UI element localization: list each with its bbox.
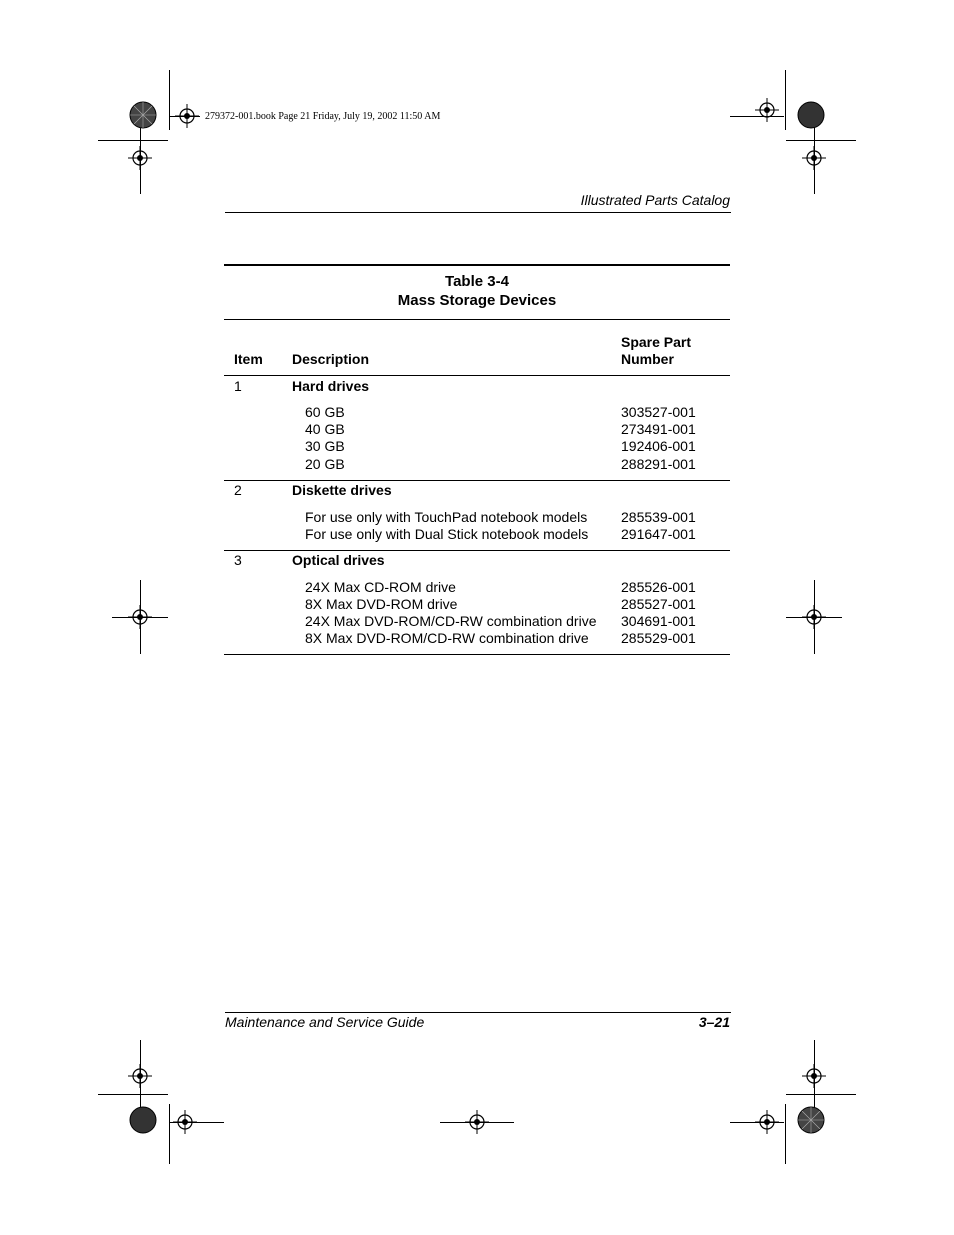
footer-guide-title: Maintenance and Service Guide [225,1014,425,1030]
column-header-description: Description [292,351,370,367]
header-rule [225,212,731,213]
group-heading: Optical drives [292,552,385,568]
column-header-item: Item [234,351,263,367]
row-part-number: 285539-001 [621,509,696,525]
row-part-number: 273491-001 [621,421,696,437]
group-item-number: 1 [234,378,242,394]
group-divider [224,550,730,551]
header-bottom-rule [224,375,730,376]
footer-rule [225,1012,731,1013]
registration-target-icon [465,1110,489,1134]
group-item-number: 2 [234,482,242,498]
registration-target-icon [128,146,152,170]
registration-target-icon [755,98,779,122]
group-item-number: 3 [234,552,242,568]
registration-target-icon [755,1110,779,1134]
registration-target-icon [128,1064,152,1088]
table-title: Mass Storage Devices [397,292,557,309]
row-description: 60 GB [305,404,345,420]
page-number: 3–21 [698,1014,730,1030]
table-bottom-rule [224,654,730,655]
starburst-wheel-icon [797,1106,825,1134]
print-slug: 279372-001.book Page 21 Friday, July 19, 2002 11:50 AM [205,111,441,122]
row-part-number: 288291-001 [621,456,696,472]
table-number: Table 3-4 [445,273,509,290]
registration-target-icon [128,605,152,629]
row-description: 40 GB [305,421,345,437]
row-part-number: 291647-001 [621,526,696,542]
column-header-spare-part: Spare Part [621,334,692,350]
row-part-number: 304691-001 [621,613,696,629]
row-description: 8X Max DVD-ROM/CD-RW combination drive [305,630,589,646]
row-part-number: 285529-001 [621,630,696,646]
title-rule [224,319,730,320]
row-description: 8X Max DVD-ROM drive [305,596,458,612]
row-description: For use only with Dual Stick notebook models [305,526,589,542]
registration-target-icon [173,1110,197,1134]
row-description: 30 GB [305,438,345,454]
running-header: Illustrated Parts Catalog [580,192,730,208]
row-description: 24X Max CD-ROM drive [305,579,456,595]
starburst-wheel-icon [129,1106,157,1134]
starburst-wheel-icon [797,101,825,129]
row-description: For use only with TouchPad notebook models [305,509,588,525]
registration-target-icon [802,605,826,629]
row-part-number: 192406-001 [621,438,696,454]
row-description: 24X Max DVD-ROM/CD-RW combination drive [305,613,597,629]
row-part-number: 285527-001 [621,596,696,612]
group-heading: Hard drives [292,378,370,394]
starburst-wheel-icon [129,101,157,129]
row-part-number: 303527-001 [621,404,696,420]
registration-target-icon [175,104,199,128]
group-heading: Diskette drives [292,482,392,498]
registration-target-icon [802,1064,826,1088]
group-divider [224,480,730,481]
registration-target-icon [802,146,826,170]
column-header-number: Number [621,351,674,367]
row-part-number: 285526-001 [621,579,696,595]
row-description: 20 GB [305,456,345,472]
table-top-rule [224,264,730,266]
